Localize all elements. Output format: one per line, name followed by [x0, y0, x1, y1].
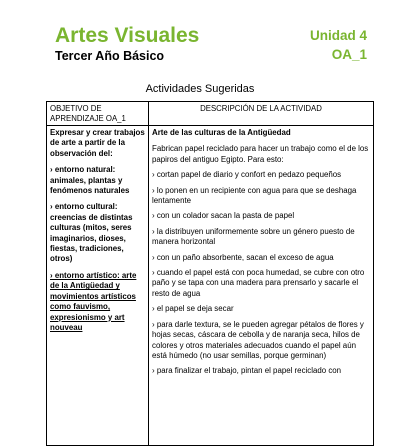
activity-step: › con un paño absorbente, sacan el exceso de agua: [152, 252, 334, 262]
activity-step: › con un colador sacan la pasta de papel: [152, 211, 295, 221]
activity-step: › la distribuyen uniformemente sobre un género puesto de manera horizontal: [152, 226, 355, 247]
activity-step: › el papel se deja secar: [152, 304, 234, 314]
section-title: Actividades Sugeridas: [145, 83, 255, 95]
objective-item: › entorno cultural: creencias de distintas culturas (mitos, seres imaginarios, dioses, fiestas, tradiciones, otros): [50, 202, 133, 264]
activity-step: › lo ponen en un recipiente con agua para que se deshaga lentamente: [152, 185, 357, 206]
activity-step: › cortan papel de diario y confort en pedazo pequeños: [152, 170, 342, 180]
document-subtitle: Tercer Año Básico: [55, 49, 165, 63]
activity-step: › cuando el papel está con poca humedad, se cubre con otro paño y se tapa con una madera para prensarlo y sacarle el resto de agua: [152, 268, 365, 298]
activity-title: Arte de las culturas de la Antigüedad: [152, 128, 291, 137]
document-title: Artes Visuales: [55, 24, 200, 47]
activity-cell: [149, 126, 374, 446]
activity-intro: Fabrican papel reciclado para hacer un trabajo como el de los papiros del antiguo Egipto. Para esto:: [152, 144, 369, 164]
objective-cell: [47, 126, 149, 446]
table-header-row: [47, 102, 374, 126]
unit-label: Unidad 4: [309, 28, 367, 43]
page-header: [55, 24, 367, 66]
column-header-description: DESCRIPCIÓN DE LA ACTIVIDAD: [149, 102, 374, 126]
objective-item: › entorno natural: animales, plantas y fenómenos naturales: [50, 165, 130, 196]
activity-step: › para finalizar el trabajo, pintan el papel reciclado con: [152, 366, 342, 376]
activities-table: [46, 101, 374, 446]
objective-item: › entorno artístico: arte de la Antigüedad y movimientos artísticos como fauvismo, expresionismo y art nouveau: [50, 270, 137, 332]
table-row: [47, 126, 374, 446]
activity-step: › para darle textura, se le pueden agregar pétalos de flores y hojas secas, cáscara de cebolla y de naranja seca, hilos de colores y otros materiales adecuados cuando el papel aún está húmedo (no usar semillas, porque germinan): [152, 319, 364, 360]
column-header-objective: OBJETIVO DE APRENDIZAJE OA_1: [47, 102, 149, 126]
oa-label: OA_1: [331, 47, 367, 62]
objective-intro: Expresar y crear trabajos de arte a partir de la observación del:: [50, 128, 145, 158]
